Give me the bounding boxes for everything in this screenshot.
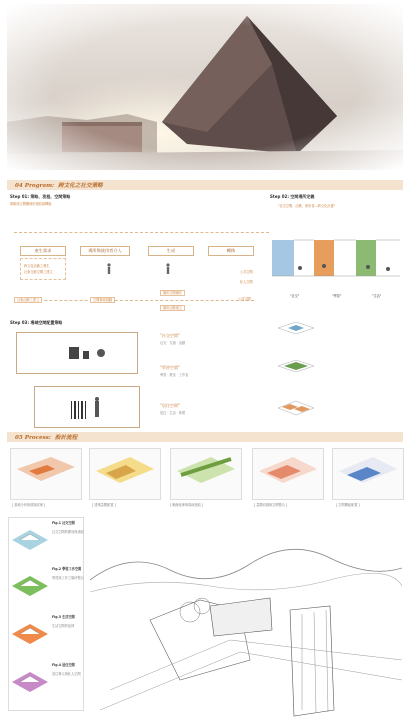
stage-note-1: 社交 · 交流 · 活動 bbox=[160, 341, 186, 345]
figure-people-icon bbox=[104, 260, 114, 272]
stage-note-3: 居住 · 生活 · 休憩 bbox=[160, 411, 186, 415]
flow-mid-note-1: 跨文化活動之發生 bbox=[24, 264, 50, 268]
flow-line-top bbox=[14, 232, 269, 233]
block2-subtitle: "社交空間、活動、使用者—跨文化計畫" bbox=[278, 204, 336, 208]
stage-note-2: 學習 · 教室 · 工作室 bbox=[160, 373, 189, 377]
axo-title-1: Fig.1 社交空間 bbox=[52, 521, 75, 525]
block2-title: Step 02: 空間場所定義 bbox=[270, 194, 315, 199]
flow-step-1-detail bbox=[20, 258, 66, 280]
flow-mid-note-2: 社會互動空間之建立 bbox=[24, 270, 53, 274]
axo-fig-4 bbox=[10, 662, 50, 698]
process-thumb-2 bbox=[89, 448, 161, 500]
hero-render-image bbox=[7, 4, 403, 170]
flow-low-5: 公共空間 bbox=[238, 297, 251, 301]
strategy-diagram-2-graphic bbox=[35, 387, 139, 427]
layer-live-graphic bbox=[276, 396, 316, 420]
section-title-zh: 跨文化之社交策略 bbox=[58, 183, 103, 189]
axo-fig-1 bbox=[10, 520, 50, 556]
stage-label-2: "學習空間" bbox=[160, 365, 180, 370]
stage-label-3: "居住空間" bbox=[160, 403, 180, 408]
section2-title-zh: 設計流程 bbox=[54, 435, 78, 441]
figure-person-icon bbox=[163, 260, 173, 272]
section-band-program bbox=[7, 180, 403, 190]
flow-step-1: 產生需求 bbox=[20, 246, 66, 256]
axo-text-4: 居住單元與私人空間 bbox=[52, 672, 81, 676]
process-thumb-1 bbox=[10, 448, 82, 500]
axo-title-3: Fig.3 生活空間 bbox=[52, 615, 75, 619]
block1-subtitle: 策略與空間關係的連結與轉換 bbox=[10, 202, 52, 206]
process-thumb-4 bbox=[252, 448, 324, 500]
flow-low-4: 場所活動建立 bbox=[160, 305, 185, 311]
process-label-1: [ 基地分析與環境紋理 ] bbox=[12, 503, 46, 507]
axo-text-3: 生活空間的延伸 bbox=[52, 624, 75, 628]
section-title-en: 04 Program: bbox=[15, 183, 55, 189]
axo-title-4: Fig.4 居住空間 bbox=[52, 663, 75, 667]
block3-title: Step 03: 場域空間配置策略 bbox=[10, 320, 63, 325]
section2-title-en: 05 Process: bbox=[15, 435, 51, 441]
flow-low-2: 空間場域規劃 bbox=[90, 297, 115, 303]
zone-diagram-graphic bbox=[272, 236, 400, 292]
axo-fig-3 bbox=[10, 614, 50, 650]
section2-title bbox=[15, 433, 77, 441]
zone-label-learn: "學習" bbox=[332, 294, 342, 298]
process-label-3: [ 軸線延伸與場域連結 ] bbox=[170, 503, 204, 507]
hero-render bbox=[7, 4, 403, 170]
strategy-diagram-1 bbox=[16, 332, 138, 374]
flow-step-2: 場所與使用者介入 bbox=[80, 246, 130, 256]
process-label-4: [ 量體切割與空間整合 ] bbox=[254, 503, 288, 507]
process-thumb-5 bbox=[332, 448, 404, 500]
sketch-perspective bbox=[90, 540, 402, 718]
flow-low-1: 社會活動之建立 bbox=[14, 297, 42, 303]
axo-text-1: 社交空間的開放與連結 bbox=[52, 530, 84, 534]
section-band-process bbox=[7, 432, 403, 442]
axo-fig-2 bbox=[10, 566, 50, 602]
zone-label-social: "社交" bbox=[290, 294, 300, 298]
flow-step-3: 生成 bbox=[148, 246, 194, 256]
zone-diagram bbox=[272, 236, 400, 292]
flow-low-3: 場所空間操作 bbox=[160, 290, 185, 296]
section-title bbox=[15, 181, 103, 189]
flow-step-4: 轉換 bbox=[208, 246, 254, 256]
strategy-diagram-1-graphic bbox=[17, 333, 137, 373]
block1-title: Step 01: 策略、流程、空間策略 bbox=[10, 194, 71, 199]
layer-social-graphic bbox=[276, 318, 316, 338]
process-thumb-3 bbox=[170, 448, 242, 500]
axo-text-2: 學習與工作之場所整合 bbox=[52, 576, 84, 580]
process-label-2: [ 建築量體配置 ] bbox=[92, 503, 116, 507]
stage-label-1: "社交空間" bbox=[160, 333, 180, 338]
flow-side-note-private: 私人空間 bbox=[240, 280, 253, 284]
zone-label-live: "生活" bbox=[372, 294, 382, 298]
flow-line-low bbox=[14, 300, 254, 301]
layer-learn-graphic bbox=[276, 356, 316, 376]
strategy-diagram-2 bbox=[34, 386, 140, 428]
sketch-perspective-drawing bbox=[90, 540, 402, 718]
axo-title-2: Fig.2 學習工作空間 bbox=[52, 567, 82, 571]
flow-side-note-public: 公共空間 bbox=[240, 270, 253, 274]
process-label-5: [ 空間機能配置 ] bbox=[336, 503, 360, 507]
